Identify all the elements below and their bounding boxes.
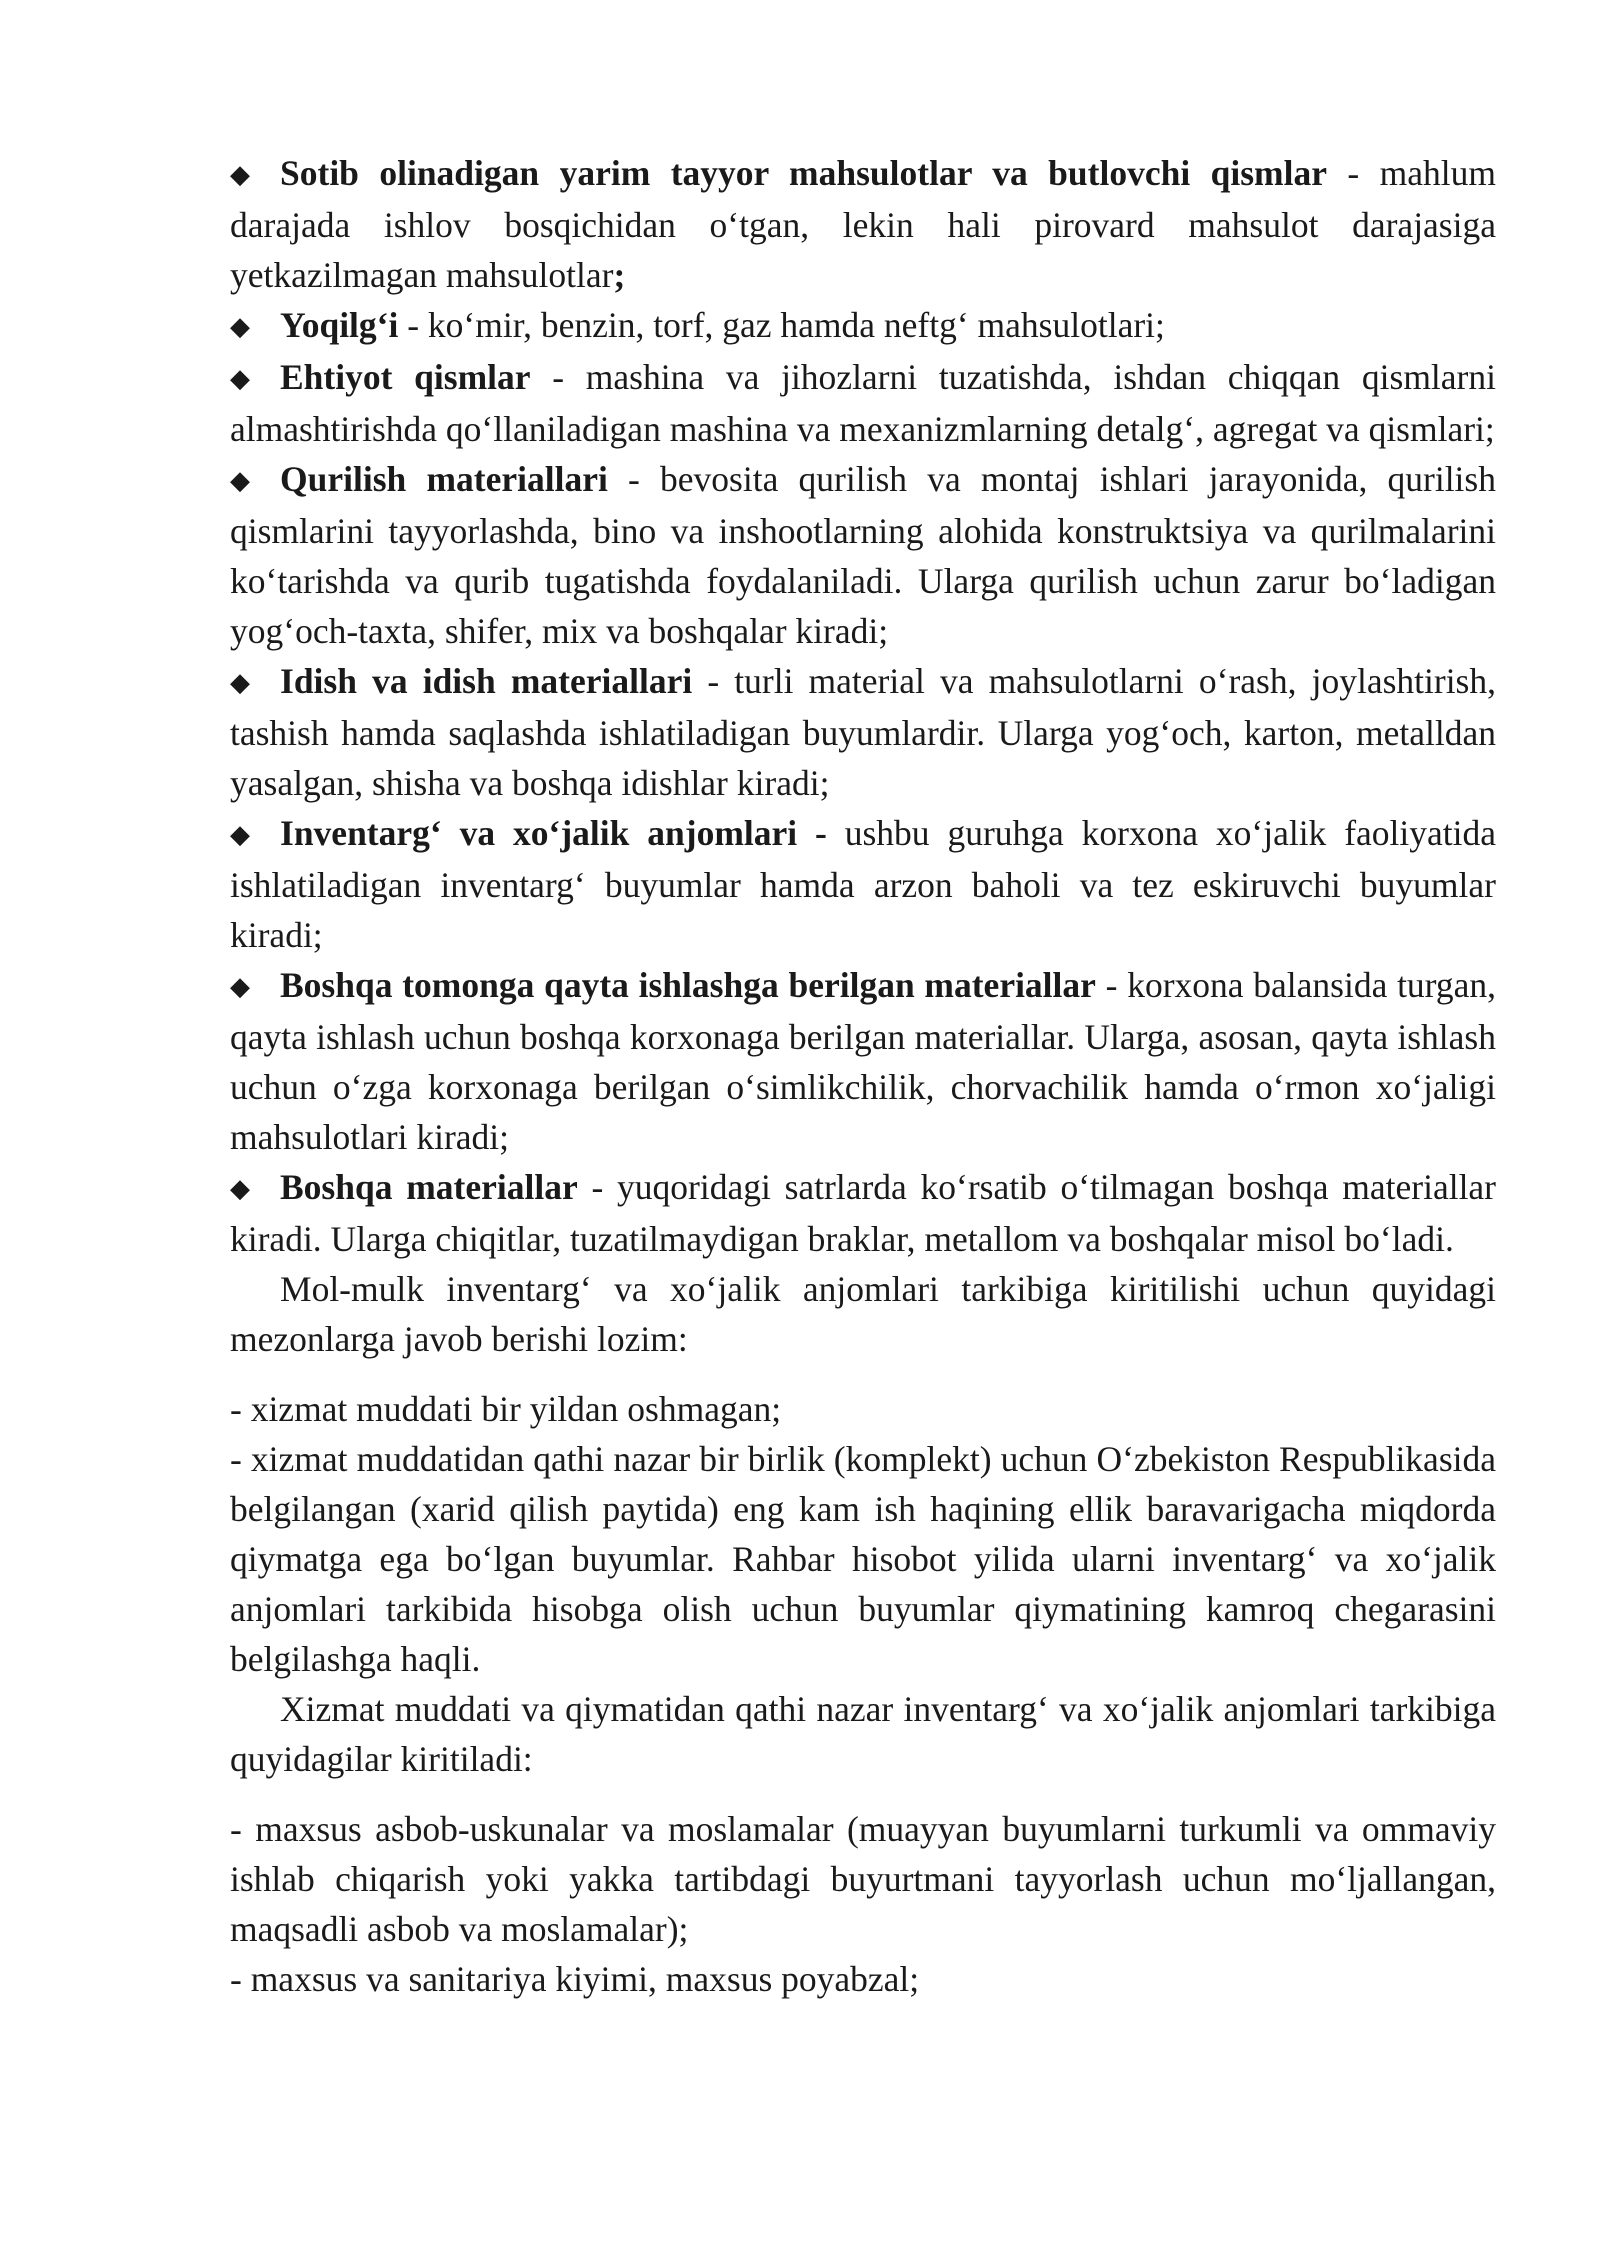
- diamond-bullet-icon: ◆: [230, 1174, 250, 1203]
- bullet-text: - bevosita qurilish va montaj ishlari jarayonida, qurilish qismlarini tayyorlashda, bino va inshootlarning alohida konstruktsiya va qurilmalarini ko‘tarishda va qurib tugatishda foydalaniladi. Ularga qurilish uchun zarur bo‘ladigan yog‘och-taxta, shifer, mix va boshqalar kiradi;: [230, 459, 1496, 651]
- bullet-item-processing-materials: [230, 960, 1496, 1162]
- bullet-item-other-materials: [230, 1162, 1496, 1264]
- diamond-bullet-icon: ◆: [230, 972, 250, 1001]
- bullet-item-fuel: [230, 300, 1496, 352]
- diamond-bullet-icon: ◆: [230, 160, 250, 189]
- document-page: [230, 148, 1496, 2004]
- diamond-bullet-icon: ◆: [230, 820, 250, 849]
- bullet-item-inventory: [230, 808, 1496, 960]
- bullet-text: - ko‘mir, benzin, torf, gaz hamda neftg‘ mahsulotlari;: [398, 305, 1165, 345]
- criteria-item: - xizmat muddatidan qathi nazar bir birlik (komplekt) uchun O‘zbekiston Respublikasida belgilangan (xarid qilish paytida) eng kam ish haqining ellik baravarigacha miqdorda qiymatga ega bo‘lgan buyumlar. Rahbar hisobot yilida ularni inventarg‘ va xo‘jalik anjomlari tarkibida hisobga olish uchun buyumlar qiymatining kamroq chegarasini belgilashga haqli.: [230, 1439, 1496, 1679]
- bullet-text: - mahlum darajada ishlov bosqichidan o‘tgan, lekin hali pirovard mahsulot darajasiga yetkazilmagan mahsulotlar: [230, 153, 1496, 295]
- bullet-text: - yuqoridagi satrlarda ko‘rsatib o‘tilmagan boshqa materiallar kiradi. Ularga chiqitlar, tuzatilmaydigan braklar, metallom va boshqalar misol bo‘ladi.: [230, 1167, 1497, 1259]
- bullet-item-containers: [230, 656, 1496, 808]
- bullet-term: Qurilish materiallari: [280, 459, 608, 499]
- bullet-term: Idish va idish materiallari: [280, 661, 693, 701]
- bullet-term: Boshqa tomonga qayta ishlashga berilgan materiallar: [280, 965, 1096, 1005]
- diamond-bullet-icon: ◆: [230, 364, 250, 393]
- bullet-term: Boshqa materiallar: [280, 1167, 578, 1207]
- list-item: - maxsus asbob-uskunalar va moslamalar (muayyan buyumlarni turkumli va ommaviy ishlab chiqarish yoki yakka tartibdagi buyurtmani tayyorlash uchun mo‘ljallangan, maqsadli asbob va moslamalar);: [230, 1809, 1496, 1949]
- paragraph-criteria-intro: Mol-mulk inventarg‘ va xo‘jalik anjomlari tarkibiga kiritilishi uchun quyidagi mezonlarga javob berishi lozim:: [230, 1269, 1496, 1359]
- diamond-bullet-icon: ◆: [230, 466, 250, 495]
- bullet-item-semi-finished: [230, 148, 1496, 300]
- bullet-text: - mashina va jihozlarni tuzatishda, ishdan chiqqan qismlarni almashtirishda qo‘llaniladigan mashina va mexanizmlarning detalg‘, agregat va qismlari;: [230, 357, 1496, 449]
- diamond-bullet-icon: ◆: [230, 312, 250, 341]
- bullet-term: Yoqilg‘i: [280, 305, 399, 345]
- paragraph-items-intro: Xizmat muddati va qiymatidan qathi nazar inventarg‘ va xo‘jalik anjomlari tarkibiga quyidagilar kiritiladi:: [230, 1689, 1496, 1779]
- bullet-text: - turli material va mahsulotlarni o‘rash, joylashtirish, tashish hamda saqlashda ishlatiladigan buyumlardir. Ularga yog‘och, karton, metalldan yasalgan, shisha va boshqa idishlar kiradi;: [230, 661, 1496, 803]
- bullet-term: Inventarg‘ va xo‘jalik anjomlari -: [280, 813, 827, 853]
- bullet-text: ushbu guruhga korxona xo‘jalik faoliyatida ishlatiladigan inventarg‘ buyumlar hamda arzon baholi va tez eskiruvchi buyumlar kiradi;: [230, 813, 1496, 955]
- bullet-item-spare-parts: [230, 352, 1496, 454]
- bullet-term: Sotib olinadigan yarim tayyor mahsulotlar va butlovchi qismlar: [280, 153, 1327, 193]
- bullet-item-construction-materials: [230, 454, 1496, 656]
- criteria-item: - xizmat muddati bir yildan oshmagan;: [230, 1389, 782, 1429]
- bullet-text: - korxona balansida turgan, qayta ishlash uchun boshqa korxonaga berilgan materiallar. Ularga, asosan, qayta ishlash uchun o‘zga korxonaga berilgan o‘simlikchilik, chorvachilik hamda o‘rmon xo‘jaligi mahsulotlari kiradi;: [230, 965, 1496, 1157]
- list-item: - maxsus va sanitariya kiyimi, maxsus poyabzal;: [230, 1959, 920, 1999]
- diamond-bullet-icon: ◆: [230, 668, 250, 697]
- bullet-tail: ;: [613, 255, 626, 295]
- bullet-term: Ehtiyot qismlar: [280, 357, 531, 397]
